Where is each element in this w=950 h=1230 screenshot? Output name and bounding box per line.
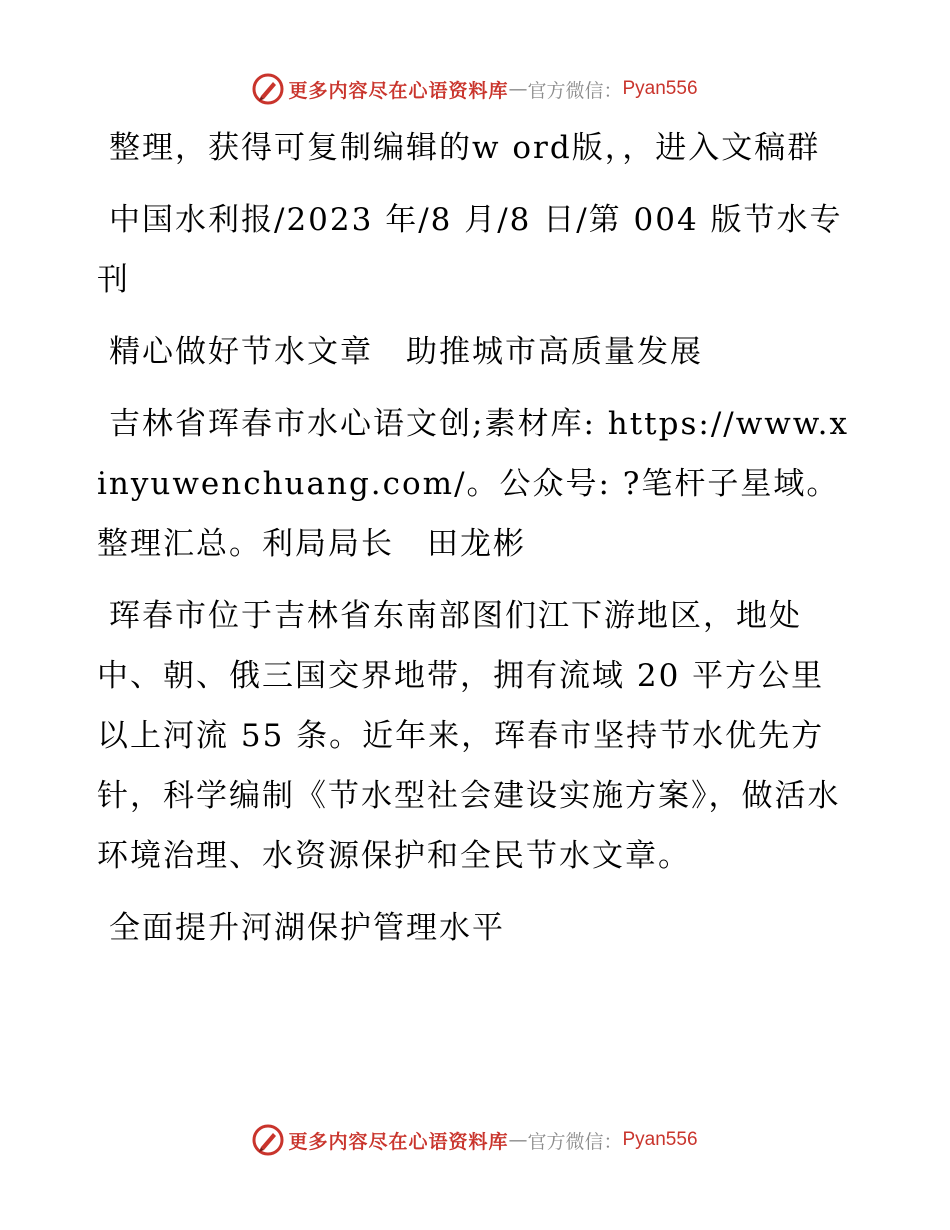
watermark-contact-label: 官方微信： (527, 1130, 623, 1153)
watermark-separator: — (508, 78, 528, 100)
watermark-main-text: 更多内容尽在心语资料库 (288, 1130, 509, 1153)
article-title: 精心做好节水文章 助推城市高质量发展 (109, 334, 703, 370)
watermark-handle: Pyan556 (622, 1129, 698, 1150)
paragraph-author: 吉林省珲春市水心语文创;素材库: https://www.xinyuwenchuang.com/。公众号: ?笔杆子星域。整理汇总。利局局长 田龙彬 (97, 406, 849, 562)
section-heading: 全面提升河湖保护管理水平 (109, 910, 505, 946)
paragraph-intro: 整理，获得可复制编辑的w ord版，，进入文稿群 (109, 130, 821, 166)
document-body (97, 118, 857, 970)
pen-logo-icon (252, 73, 284, 105)
paragraph-source: 中国水利报/2023 年/8 月/8 日/第 004 版节水专刊 (97, 202, 843, 298)
watermark-handle: Pyan556 (622, 78, 698, 99)
footer-watermark (0, 1124, 950, 1156)
header-watermark (0, 73, 950, 105)
watermark-main-text: 更多内容尽在心语资料库 (288, 79, 509, 102)
pen-logo-icon (252, 1124, 284, 1156)
watermark-contact-label: 官方微信： (527, 79, 623, 102)
paragraph-body: 珲春市位于吉林省东南部图们江下游地区，地处中、朝、俄三国交界地带，拥有流域 20 平方公里以上河流 55 条。近年来，珲春市坚持节水优先方针，科学编制《节水型社会建设实施方案》，做活水环境治理、水资源保护和全民节水文章。 (97, 598, 841, 874)
watermark-separator: — (508, 1129, 528, 1151)
